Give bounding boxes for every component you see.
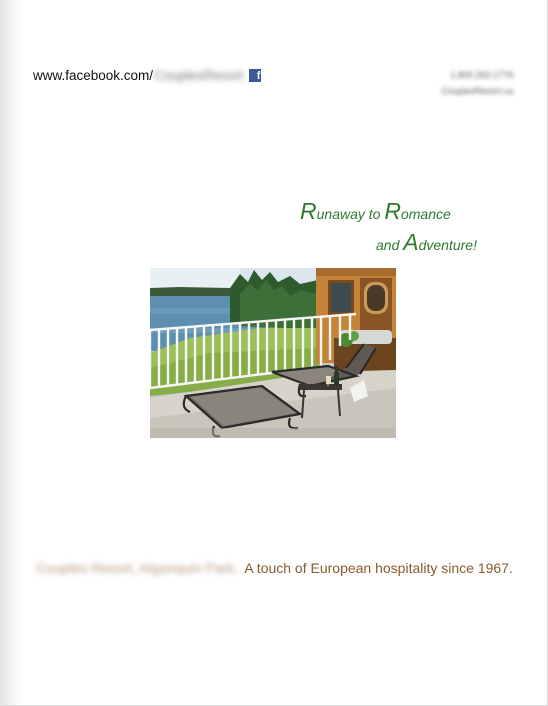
phone-number: 1.800.263.1779	[450, 70, 513, 80]
facebook-url[interactable]: www.facebook.com/	[33, 68, 154, 83]
headline-drop-cap: R	[384, 198, 401, 224]
facebook-icon[interactable]: f	[249, 69, 261, 82]
page-edge-shadow	[0, 0, 22, 706]
website: CouplesResort.ca	[441, 86, 513, 96]
tagline-text: A touch of European hospitality since 1967.	[244, 560, 513, 576]
headline-text: unaway to	[316, 206, 385, 222]
headline-text: omance	[400, 206, 451, 222]
headline-drop-cap: R	[300, 198, 317, 224]
headline	[300, 198, 480, 256]
headline-line-1	[300, 198, 480, 225]
headline-line-2	[300, 229, 480, 256]
headline-text: and	[376, 237, 404, 253]
resort-name-blurred: Couples Resort, Algonquin Park.	[36, 560, 239, 576]
contact-info-blurred	[441, 67, 513, 99]
facebook-handle-blurred[interactable]: CouplesResort	[154, 68, 244, 83]
footer-tagline	[36, 560, 513, 576]
headline-drop-cap: A	[403, 229, 419, 255]
deck-lake-photo	[150, 268, 396, 438]
facebook-link[interactable]	[33, 68, 261, 83]
headline-text: dventure!	[418, 237, 477, 253]
